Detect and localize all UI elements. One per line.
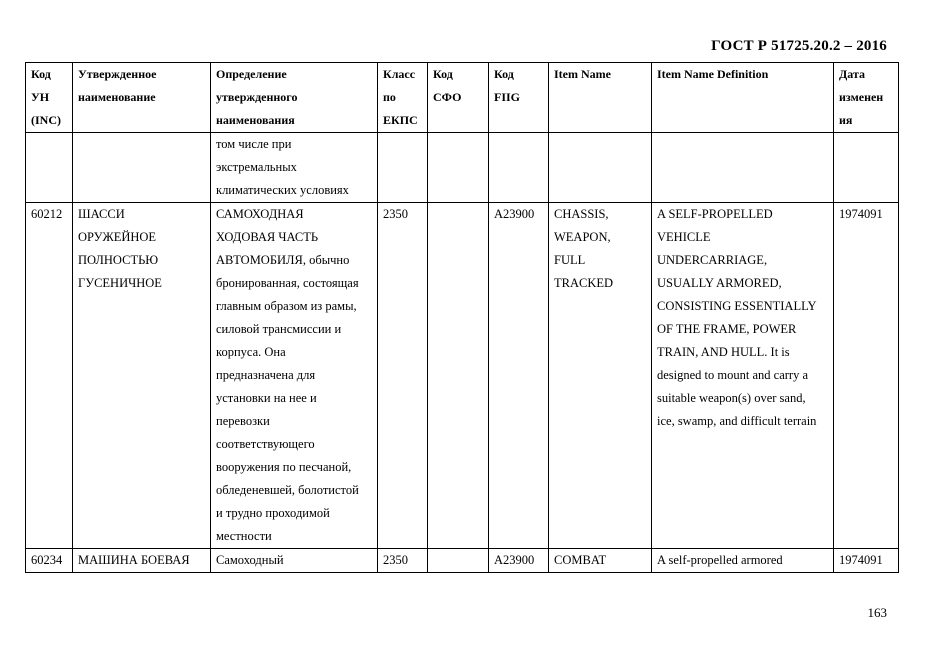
cell-change-date: [834, 133, 899, 203]
cell-text-line: бронированная, состоящая: [216, 276, 359, 290]
cell-item-name-definition: [652, 203, 834, 549]
cell-fiig-code: [489, 549, 549, 573]
cell-item-name-definition: [652, 549, 834, 573]
table-body: [26, 133, 899, 573]
cell-text-line: ГУСЕНИЧНОЕ: [78, 276, 162, 290]
cell-text-line: A23900: [494, 207, 535, 221]
cell-definition: [211, 203, 378, 549]
cell-text-line: 1974091: [839, 553, 883, 567]
cell-text-line: местности: [216, 529, 272, 543]
cell-item-name: [549, 133, 652, 203]
cell-text-line: TRACKED: [554, 276, 614, 290]
document-standard-code: ГОСТ Р 51725.20.2 – 2016: [711, 38, 887, 54]
classification-table: [25, 62, 899, 573]
cell-text-line: USUALLY ARMORED,: [657, 276, 782, 290]
column-header-line: FIIG: [494, 90, 521, 104]
cell-text-line: CHASSIS,: [554, 207, 609, 221]
column-header-sfo-code: [428, 63, 489, 133]
column-header-line: Дата: [839, 67, 865, 81]
cell-text-line: МАШИНА БОЕВАЯ: [78, 553, 190, 567]
column-header-ekps-class: [378, 63, 428, 133]
cell-approved-name: [73, 133, 211, 203]
cell-text-line: экстремальных: [216, 160, 297, 174]
cell-item-name: [549, 549, 652, 573]
cell-sfo-code: [428, 133, 489, 203]
cell-inc-code: [26, 203, 73, 549]
cell-text-line: 60212: [31, 207, 63, 221]
cell-text-line: ПОЛНОСТЬЮ: [78, 253, 159, 267]
cell-item-name-definition: [652, 133, 834, 203]
column-header-line: ия: [839, 113, 853, 127]
cell-text-line: 1974091: [839, 207, 883, 221]
cell-text-line: A23900: [494, 553, 535, 567]
cell-text-line: ХОДОВАЯ ЧАСТЬ: [216, 230, 319, 244]
column-header-line: Определение: [216, 67, 287, 81]
cell-inc-code: [26, 133, 73, 203]
cell-text-line: АВТОМОБИЛЯ, обычно: [216, 253, 350, 267]
column-header-line: Класс: [383, 67, 416, 81]
cell-text-line: корпуса. Она: [216, 345, 286, 359]
column-header-line: по: [383, 90, 396, 104]
column-header-approved-name: [73, 63, 211, 133]
cell-text-line: ice, swamp, and difficult terrain: [657, 414, 817, 428]
cell-text-line: A self-propelled armored: [657, 553, 783, 567]
cell-fiig-code: [489, 133, 549, 203]
cell-change-date: [834, 203, 899, 549]
cell-text-line: COMBAT: [554, 553, 607, 567]
cell-inc-code: [26, 549, 73, 573]
cell-text-line: силовой трансмиссии и: [216, 322, 342, 336]
cell-text-line: designed to mount and carry a: [657, 368, 808, 382]
cell-text-line: ШАССИ: [78, 207, 125, 221]
cell-text-line: UNDERCARRIAGE,: [657, 253, 768, 267]
cell-text-line: suitable weapon(s) over sand,: [657, 391, 806, 405]
cell-text-line: TRAIN, AND HULL. It is: [657, 345, 790, 359]
cell-text-line: VEHICLE: [657, 230, 711, 244]
page-number: 163: [867, 605, 887, 620]
cell-item-name: [549, 203, 652, 549]
column-header-line: утвержденного: [216, 90, 298, 104]
cell-text-line: FULL: [554, 253, 586, 267]
cell-text-line: климатических условиях: [216, 183, 349, 197]
column-header-change-date: [834, 63, 899, 133]
column-header-line: Утвержденное: [78, 67, 157, 81]
column-header-line: изменен: [839, 90, 884, 104]
column-header-line: наименования: [216, 113, 295, 127]
cell-text-line: 2350: [383, 553, 408, 567]
column-header-line: Item Name: [554, 67, 611, 81]
column-header-line: (INC): [31, 113, 61, 127]
table-header-row: [26, 63, 899, 133]
column-header-line: Код: [433, 67, 453, 81]
cell-text-line: главным образом из рамы,: [216, 299, 357, 313]
cell-text-line: 60234: [31, 553, 63, 567]
cell-text-line: обледеневшей, болотистой: [216, 483, 359, 497]
cell-text-line: CONSISTING ESSENTIALLY: [657, 299, 817, 313]
cell-text-line: ОРУЖЕЙНОЕ: [78, 230, 157, 244]
cell-ekps-class: [378, 133, 428, 203]
column-header-line: Item Name Definition: [657, 67, 769, 81]
table-row: [26, 133, 899, 203]
column-header-line: наименование: [78, 90, 156, 104]
cell-text-line: и трудно проходимой: [216, 506, 330, 520]
cell-text-line: 2350: [383, 207, 408, 221]
column-header-line: ЕКПС: [383, 113, 418, 127]
cell-sfo-code: [428, 549, 489, 573]
column-header-inc-code: [26, 63, 73, 133]
cell-ekps-class: [378, 203, 428, 549]
column-header-line: Код: [494, 67, 514, 81]
cell-text-line: соответствующего: [216, 437, 315, 451]
cell-text-line: установки на нее и: [216, 391, 317, 405]
column-header-line: УН: [31, 90, 50, 104]
cell-text-line: WEAPON,: [554, 230, 611, 244]
cell-definition: [211, 549, 378, 573]
column-header-fiig-code: [489, 63, 549, 133]
table-row: [26, 549, 899, 573]
cell-text-line: OF THE FRAME, POWER: [657, 322, 797, 336]
cell-sfo-code: [428, 203, 489, 549]
column-header-item-name-definition: [652, 63, 834, 133]
cell-change-date: [834, 549, 899, 573]
column-header-definition: [211, 63, 378, 133]
column-header-item-name: [549, 63, 652, 133]
cell-approved-name: [73, 203, 211, 549]
cell-text-line: предназначена для: [216, 368, 316, 382]
cell-text-line: Самоходный: [216, 553, 284, 567]
cell-text-line: A SELF-PROPELLED: [657, 207, 773, 221]
cell-text-line: САМОХОДНАЯ: [216, 207, 304, 221]
cell-definition: [211, 133, 378, 203]
cell-fiig-code: [489, 203, 549, 549]
cell-approved-name: [73, 549, 211, 573]
cell-ekps-class: [378, 549, 428, 573]
column-header-line: Код: [31, 67, 51, 81]
table-row: [26, 203, 899, 549]
column-header-line: СФО: [433, 90, 462, 104]
cell-text-line: том числе при: [216, 137, 292, 151]
cell-text-line: вооружения по песчаной,: [216, 460, 352, 474]
cell-text-line: перевозки: [216, 414, 270, 428]
